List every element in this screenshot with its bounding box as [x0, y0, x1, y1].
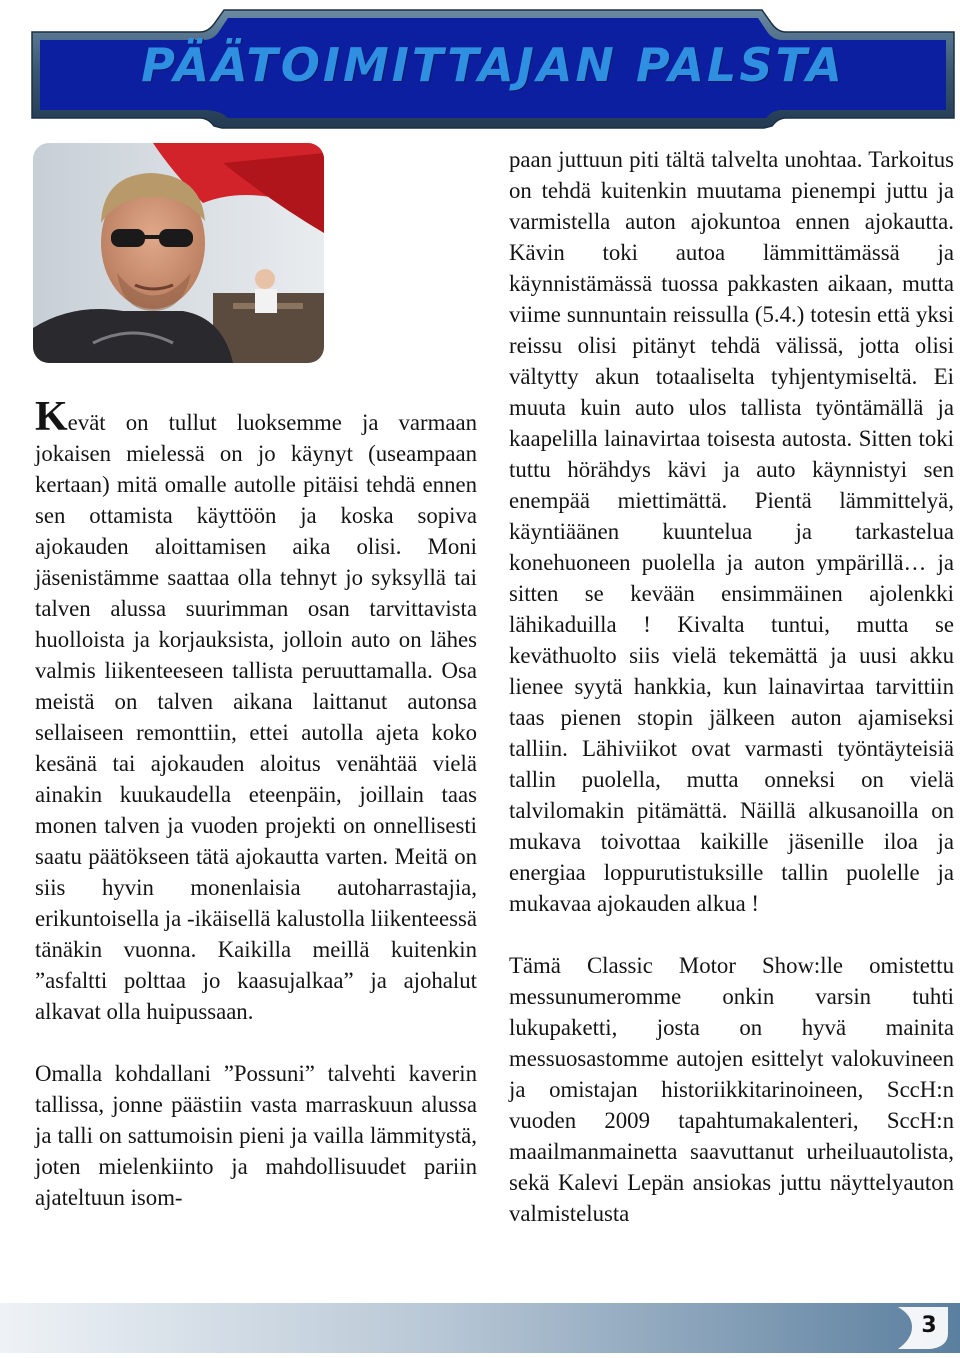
article-paragraph-3: paan juttuun piti tältä talvelta unohtaa. Tarkoitus on tehdä kuitenkin muutama pienempi juttu ja varmistella auton ajokuntoa ennen ajokautta. Kävin toki autoa lämmittämässä ja käynnistämässä tuossa pakkasten aikaan, mutta viime sunnuntain reissulla (5.4.) totesin että yksi reissu olisi pitänyt tehdä välissä, jotta olisi vältytty akun totaaliselta tyhjentymiseltä. Ei muuta kuin auto ulos tallista työntämällä ja kaapelilla lainavirtaa toisesta autosta. Sitten toki tuttu hörähdys kävi ja auto käynnistyi sen enempää miettimättä. Pientä lämmittelyä, käyntiäänen kuuntelua ja tarkastelua konehuoneen puolella ja auton ympärillä… ja sitten se kevään ensimmäinen ajolenkki lähikaduilla ! Kivalta tuntui, mutta se keväthuolto siis vielä tekemättä ja uusi akku lienee syytä hankkia, kun lainavirtaa tarvittiin taas pienen stopin jälkeen auton ajamiseksi talliin. Lähiviikot ovat varmasti työntäyteisiä tallin puolella, mutta onneksi on vielä talvilomakin pitämättä. Näillä alkusanoilla on mukava toivottaa kaikille jäsenille iloa ja energiaa loppurutistuksille tallin puolelle ja mukavaa ajokauden alkua !: [509, 147, 954, 916]
article-paragraph-2: Omalla kohdallani ”Possuni” talvehti kaverin tallissa, jonne päästiin vasta marraskuun alussa ja talli on sattumoisin pieni ja vailla lämmitystä, joten mielenkiinto ja mahdollisuudet pariin ajateltuun isom-: [35, 1061, 477, 1210]
author-photo: [33, 143, 324, 363]
footer-graphic: [0, 1303, 960, 1353]
page-title: PÄÄTOIMITTAJAN PALSTA: [141, 38, 845, 92]
article-paragraph-4: Tämä Classic Motor Show:lle omistettu messunumeromme onkin varsin tuhti lukupaketti, josta on hyvä mainita messuosastomme autojen esittelyt valokuvineen ja omistajan historiikkitarinoineen, SccH:n vuoden 2009 tapahtumakalenteri, SccH:n maailmanmainetta saavuttanut urheiluautolista, sekä Kalevi Lepän ansiokas juttu näyttelyauton valmistelusta: [509, 953, 954, 1226]
article-column-left: [35, 394, 477, 1213]
article-paragraph-1: [35, 394, 477, 1027]
page-number: 3: [921, 1313, 937, 1338]
drop-cap: K: [35, 394, 68, 440]
footer-bar: [0, 1303, 960, 1353]
author-photo-image: [33, 143, 324, 363]
article-column-right: [509, 144, 954, 1229]
header-banner: [28, 4, 958, 130]
paragraph-1-text: evät on tullut luoksemme ja varmaan jokaisen mielessä on jo käynyt (useampaan kertaan) mitä omalle autolle pitäisi tehdä ennen sen ottamista käyttöön ja koska sopiva ajokauden aloittamisen aika olisi. Moni jäsenistämme saattaa olla tehnyt jo syksyllä tai talven alussa suurimman osan tarvittavista huolloista ja korjauksista, jolloin auto on lähes valmis liikenteeseen tallista peruuttamalla. Osa meistä on talven aikana laittanut autonsa sellaiseen remonttiin, ettei autolla ajeta koko kesänä tai ajokauden aloitus venähtää vielä ainakin kuukaudella eteenpäin, joillain taas monen talven ja vuoden projekti on onnellisesti saatu päätökseen tätä ajokautta varten. Meitä on siis hyvin monenlaisia autoharrastajia, erikuntoisella ja -ikäisellä kalustolla liikenteessä tänäkin vuonna. Kaikilla meillä kuitenkin ”asfaltti polttaa jo kaasujalkaa” ja ajohalut alkavat olla huipussaan.: [35, 410, 477, 1024]
